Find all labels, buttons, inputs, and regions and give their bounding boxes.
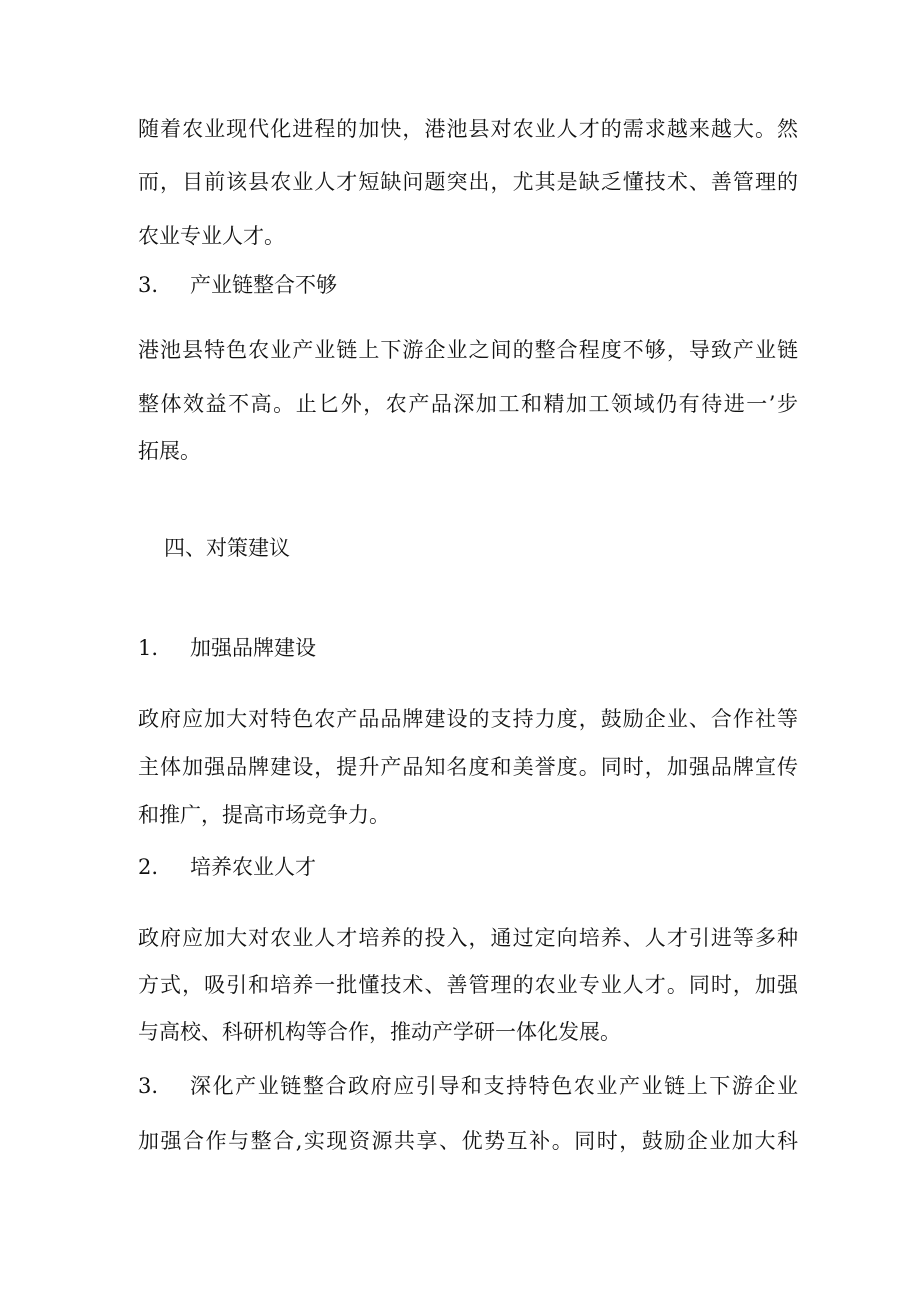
paragraph-line: 整体效益不高。止匕外，农产品深加工和精加工领域仍有待进一’步 xyxy=(138,392,798,416)
list-number: 2. xyxy=(138,855,159,879)
list-item-title: 产业链整合不够 xyxy=(190,273,337,297)
list-number: 3. xyxy=(138,273,159,297)
paragraph-line: 随着农业现代化进程的加快，港池县对农业人才的需求越来越大。然 xyxy=(138,117,798,141)
list-item-title: 深化产业链整合政府应引导和支持特色农业产业链上下游企业 xyxy=(190,1074,798,1098)
paragraph-line: 农业专业人才。 xyxy=(138,224,285,248)
paragraph-line: 主体加强品牌建设，提升产品知名度和美誉度。同时，加强品牌宣传 xyxy=(138,755,798,779)
section-heading: 四、对策建议 xyxy=(164,536,290,560)
paragraph-line: 政府应加大对农业人才培养的投入，通过定向培养、人才引进等多种 xyxy=(138,926,798,950)
list-number: 3. xyxy=(138,1074,159,1098)
paragraph-line: 港池县特色农业产业链上下游企业之间的整合程度不够，导致产业链 xyxy=(138,338,798,362)
paragraph-line: 与高校、科研机构等合作，推动产学研一体化发展。 xyxy=(138,1020,621,1044)
paragraph-line: 拓展。 xyxy=(138,439,201,463)
paragraph-line: 政府应加大对特色农产品品牌建设的支持力度，鼓励企业、合作社等 xyxy=(138,707,798,731)
list-item-title: 加强品牌建设 xyxy=(190,636,316,660)
paragraph-line: 加强合作与整合,实现资源共享、优势互补。同时，鼓励企业加大科 xyxy=(138,1129,798,1153)
list-number: 1. xyxy=(138,636,159,660)
list-item-title: 培养农业人才 xyxy=(190,855,316,879)
paragraph-line: 方式，吸引和培养一批懂技术、善管理的农业专业人才。同时，加强 xyxy=(138,973,798,997)
paragraph-line: 而，目前该县农业人才短缺问题突出，尤其是缺乏懂技术、善管理的 xyxy=(138,170,798,194)
paragraph-line: 和推广，提高市场竞争力。 xyxy=(138,803,390,827)
